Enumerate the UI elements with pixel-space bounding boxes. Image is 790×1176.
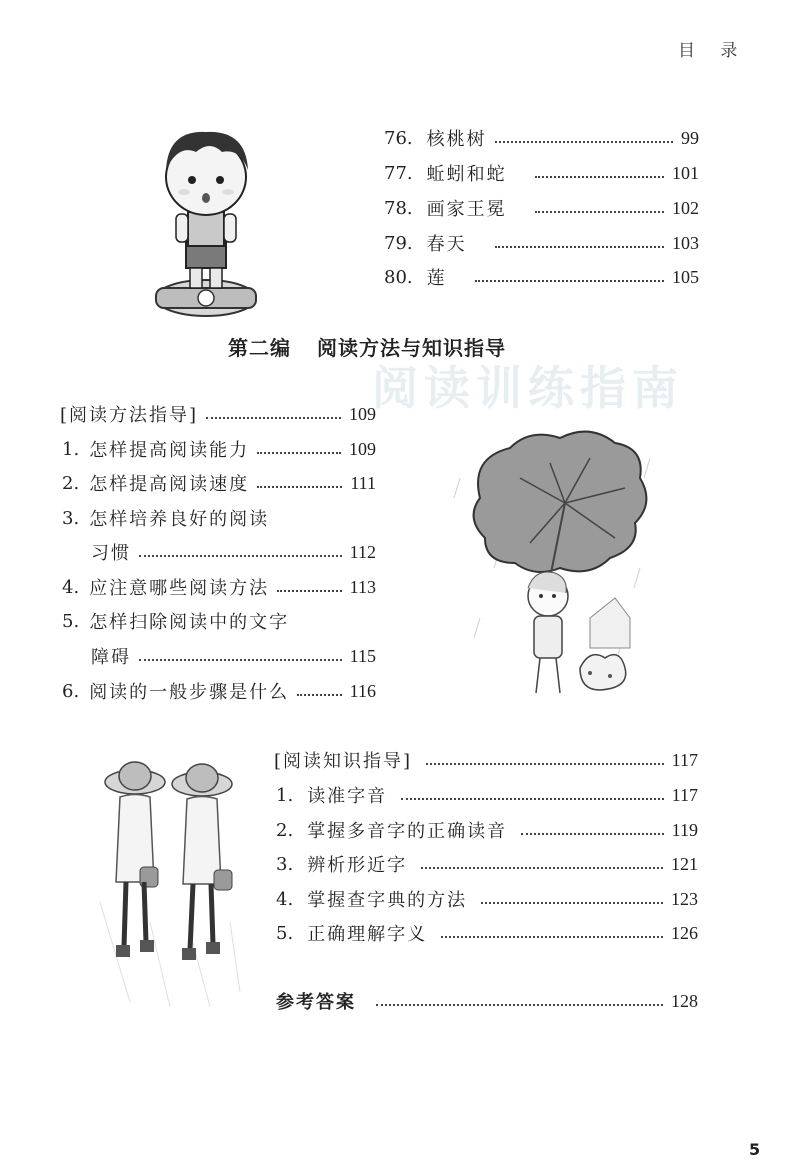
toc-entry[interactable] (276, 918, 698, 948)
section-heading-title: [阅读知识指导] (274, 751, 413, 772)
toc-section-heading[interactable] (60, 399, 376, 429)
entry-title: 春天 (426, 234, 467, 255)
toc-section-heading[interactable] (274, 745, 698, 775)
toc-entry[interactable] (62, 503, 376, 533)
toc-answers-entry[interactable] (276, 986, 698, 1016)
leader-dots (257, 452, 341, 454)
toc-entry[interactable] (276, 780, 698, 810)
leader-dots (535, 211, 664, 213)
entry-title: 正确理解字义 (307, 924, 428, 945)
entry-title: 怎样扫除阅读中的文字 (89, 612, 290, 633)
leader-dots (421, 867, 663, 869)
entry-title: 蚯蚓和蛇 (426, 164, 507, 185)
entry-page: 115 (349, 645, 376, 666)
toc-entry[interactable] (62, 676, 376, 706)
entry-page: 109 (349, 438, 376, 459)
leader-dots (441, 936, 663, 938)
leader-dots (401, 798, 663, 800)
entry-title: 掌握多音字的正确读音 (307, 821, 508, 842)
entry-number: 2. (276, 819, 294, 841)
entry-number: 77. (384, 162, 413, 184)
leader-dots (535, 176, 664, 178)
entry-page: 113 (349, 576, 376, 597)
toc-entry[interactable] (276, 849, 698, 879)
leader-dots (139, 659, 342, 661)
entry-number: 79. (384, 232, 413, 254)
entry-title: 掌握查字典的方法 (307, 890, 468, 911)
part-label: 第二编 (228, 336, 291, 360)
leader-dots (475, 280, 664, 282)
entry-page: 102 (672, 197, 699, 218)
toc-entry[interactable] (62, 572, 376, 602)
entry-title: 怎样提高阅读能力 (89, 440, 250, 461)
entry-title-continuation: 障碍 (91, 647, 131, 668)
leader-dots (257, 486, 342, 488)
entry-page: 109 (349, 403, 376, 424)
entry-title: 怎样培养良好的阅读 (89, 509, 270, 530)
toc-entry-continuation[interactable] (91, 641, 376, 671)
boy-on-scale-illustration (148, 122, 264, 322)
entry-page: 112 (349, 541, 376, 562)
entry-page: 126 (671, 922, 698, 943)
running-header: 目 录 (678, 41, 748, 61)
leader-dots (495, 141, 673, 143)
entry-title: 莲 (426, 268, 447, 289)
two-girls-walking-illustration (90, 752, 250, 1012)
part-title (228, 332, 506, 361)
girl-with-leaf-umbrella-illustration (440, 418, 670, 718)
entry-number: 80. (384, 266, 413, 288)
entry-page: 105 (672, 266, 699, 287)
entry-number: 2. (62, 472, 80, 494)
entry-number: 3. (62, 507, 80, 529)
toc-entry[interactable] (384, 262, 699, 292)
entry-title: 阅读的一般步骤是什么 (89, 682, 290, 703)
entry-title: 读准字音 (307, 786, 388, 807)
entry-page: 99 (681, 127, 699, 148)
entry-number: 78. (384, 197, 413, 219)
leader-dots (376, 1004, 663, 1006)
entry-number: 6. (62, 680, 80, 702)
entry-number: 1. (276, 784, 294, 806)
toc-entry[interactable] (384, 228, 699, 258)
entry-page: 103 (672, 232, 699, 253)
entry-page: 101 (672, 162, 699, 183)
toc-entry[interactable] (62, 606, 376, 636)
section-heading-title: [阅读方法指导] (60, 405, 199, 426)
entry-page: 128 (671, 990, 698, 1011)
entry-title: 画家王冕 (426, 199, 507, 220)
toc-entry[interactable] (384, 193, 699, 223)
page-number: 5 (749, 1140, 761, 1159)
entry-number: 76. (384, 127, 413, 149)
entry-page: 123 (671, 888, 698, 909)
toc-entry[interactable] (384, 123, 699, 153)
entry-number: 5. (276, 922, 294, 944)
entry-page: 116 (349, 680, 376, 701)
entry-page: 111 (350, 472, 376, 493)
part-name: 阅读方法与知识指导 (317, 336, 506, 360)
leader-dots (139, 555, 342, 557)
toc-entry[interactable] (62, 468, 376, 498)
entry-title: 辨析形近字 (307, 855, 408, 876)
background-watermark: 阅读训练指南 (372, 361, 684, 415)
toc-entry[interactable] (276, 815, 698, 845)
leader-dots (495, 246, 664, 248)
leader-dots (297, 694, 341, 696)
leader-dots (206, 417, 341, 419)
entry-page: 119 (671, 819, 698, 840)
entry-number: 4. (276, 888, 294, 910)
toc-entry[interactable] (62, 434, 376, 464)
entry-number: 3. (276, 853, 294, 875)
entry-number: 4. (62, 576, 80, 598)
toc-entry-continuation[interactable] (91, 537, 376, 567)
entry-title: 怎样提高阅读速度 (89, 474, 250, 495)
entry-page: 117 (671, 749, 698, 770)
leader-dots (277, 590, 341, 592)
toc-entry[interactable] (384, 158, 699, 188)
leader-dots (426, 763, 664, 765)
entry-title: 应注意哪些阅读方法 (89, 578, 270, 599)
entry-title-continuation: 习惯 (91, 543, 131, 564)
entry-number: 5. (62, 610, 80, 632)
answers-title: 参考答案 (276, 992, 356, 1013)
leader-dots (481, 902, 663, 904)
entry-page: 117 (671, 784, 698, 805)
entry-number: 1. (62, 438, 80, 460)
entry-page: 121 (671, 853, 698, 874)
entry-title: 核桃树 (426, 129, 487, 150)
leader-dots (521, 833, 663, 835)
toc-entry[interactable] (276, 884, 698, 914)
